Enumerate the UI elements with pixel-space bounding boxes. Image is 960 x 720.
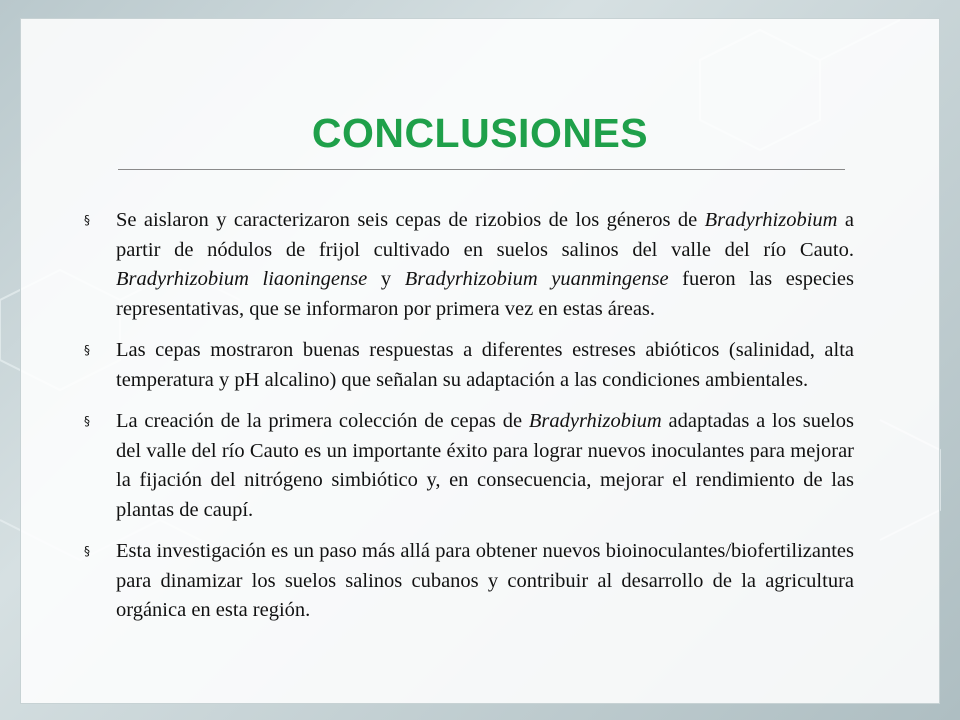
body-text: Esta investigación es un paso más allá para obtener nuevos bioinoculantes/biofertilizantes para dinamizar los suelos salinos cubanos y contribuir al desarrollo de la agricultura orgánica en esta región. (116, 540, 854, 621)
title-divider (118, 169, 845, 170)
body-text: a partir de nódulos de frijol cultivado en suelos salinos del valle del río Cauto. (116, 209, 854, 261)
bullet-icon: § (84, 343, 90, 357)
italic-text: Bradyrhizobium yuanmingense (404, 268, 669, 290)
bullet-icon: § (84, 544, 90, 558)
italic-text: Bradyrhizobium (528, 410, 662, 432)
conclusion-item (84, 537, 854, 626)
body-text: fueron las especies representativas, que se informaron por primera vez en estas áreas. (116, 268, 854, 320)
italic-text: Bradyrhizobium liaoningense (116, 268, 368, 290)
slide-title: CONCLUSIONES (311, 110, 649, 156)
bullet-icon: § (84, 213, 90, 227)
conclusion-item (84, 336, 854, 395)
conclusion-item (84, 206, 854, 324)
italic-text: Bradyrhizobium (704, 209, 838, 231)
conclusion-item (84, 407, 854, 525)
body-text: Se aislaron y caracterizaron seis cepas de rizobios de los géneros de (116, 209, 705, 231)
conclusions-list (84, 206, 854, 638)
body-text: y (367, 268, 405, 290)
body-text: La creación de la primera colección de cepas de (116, 410, 529, 432)
bullet-icon: § (84, 414, 90, 428)
body-text: Las cepas mostraron buenas respuestas a diferentes estreses abióticos (salinidad, alta temperatura y pH alcalino) que señalan su adaptación a las condiciones ambientales. (116, 339, 854, 391)
body-text: adaptadas a los suelos del valle del río Cauto es un importante éxito para lograr nuevos inoculantes para mejorar la fijación del nitrógeno simbiótico y, en consecuencia, mejorar el rendimiento de las plantas de caupí. (116, 410, 855, 521)
